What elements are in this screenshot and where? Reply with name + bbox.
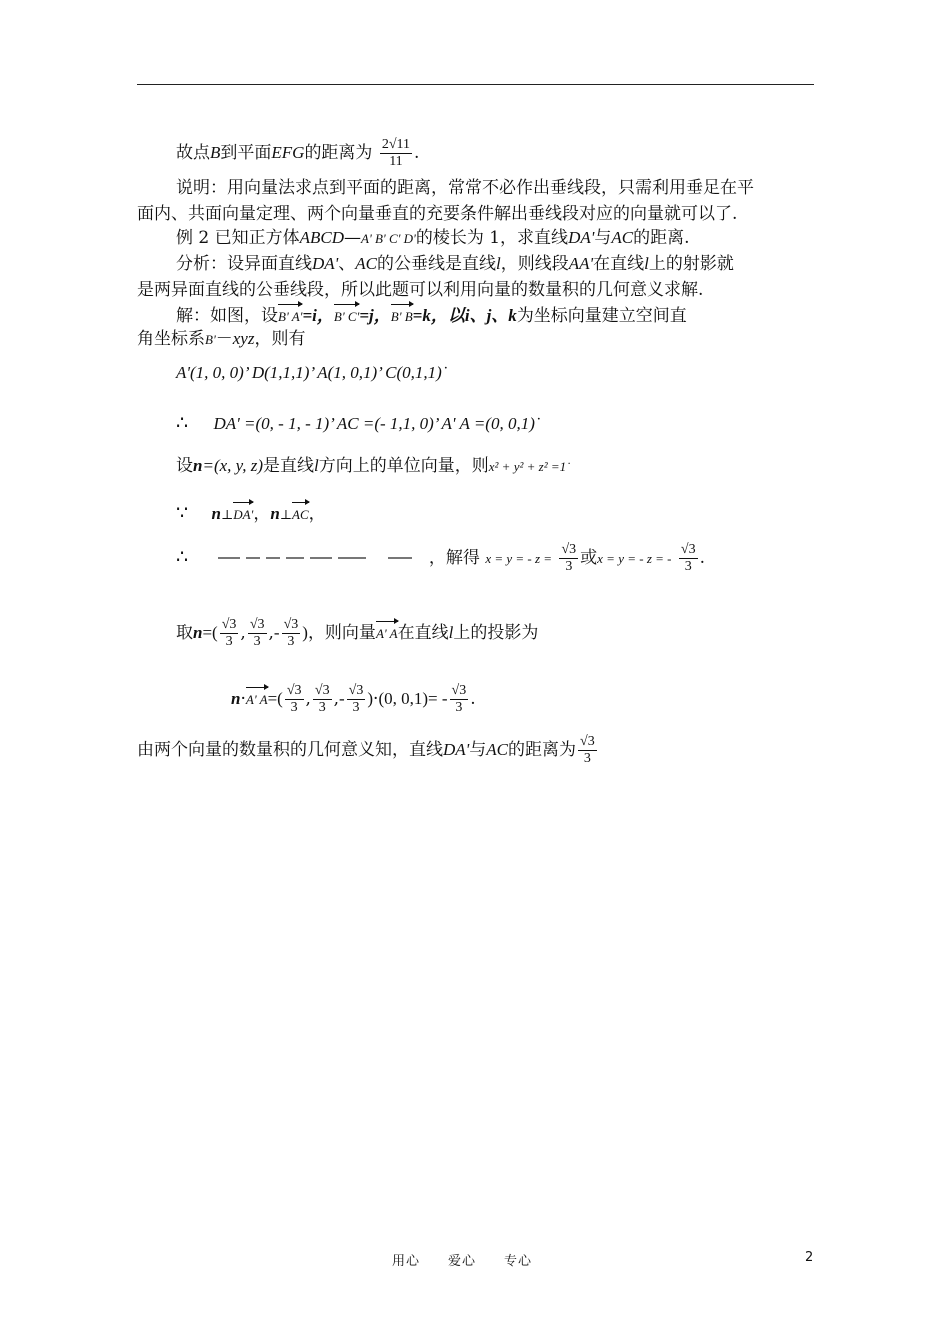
numerator: 2√11 <box>381 137 411 152</box>
perp-symbol: ⊥ <box>220 508 234 523</box>
vector-bc: B' C' <box>334 302 359 328</box>
because-symbol: ∵ <box>176 502 189 524</box>
segment-aa: AA' <box>568 254 594 273</box>
denominator: 3 <box>455 700 463 715</box>
text: 上的射影就 <box>648 254 734 274</box>
denominator: 3 <box>253 634 261 649</box>
vector-aa: A' A <box>246 685 268 711</box>
footer <box>392 1250 560 1269</box>
dot-symbol: · <box>373 689 379 709</box>
text: ，解得 <box>428 548 480 568</box>
text: 分析：设异面直线 <box>176 254 312 274</box>
solution-fraction <box>559 542 578 575</box>
line-ac: AC <box>486 740 509 759</box>
text: = - <box>428 689 448 708</box>
text: - <box>339 689 345 708</box>
vector-n: n <box>193 623 203 642</box>
analysis-line-1 <box>176 253 734 275</box>
text: 故点 <box>176 143 210 163</box>
because-line <box>176 500 326 527</box>
therefore-symbol: ∴ <box>176 546 189 568</box>
text: 在直线 <box>593 254 645 274</box>
text: ，则有 <box>254 329 306 349</box>
text: 由两个向量的数量积的几何意义知，直线 <box>137 740 443 760</box>
numerator: √3 <box>221 617 237 632</box>
text: 的棱长为 1，求直线 <box>415 228 569 248</box>
vector-ac: AC <box>292 500 309 526</box>
distance-fraction <box>380 137 412 170</box>
numerator: √3 <box>680 542 696 557</box>
vector-n: n <box>231 689 241 708</box>
numerator: √3 <box>286 683 302 698</box>
line-l: l <box>314 456 319 475</box>
line-da: DA' <box>568 228 595 247</box>
note-line-1: 说明：用向量法求点到平面的距离，常常不必作出垂线段，只需利用垂足在平 <box>176 178 754 198</box>
text: 、 <box>338 254 356 274</box>
denominator: 3 <box>225 634 233 649</box>
text: 角坐标系 <box>137 329 205 349</box>
denominator: 11 <box>389 154 403 169</box>
therefore-symbol: ∴ <box>176 412 189 434</box>
text: . <box>470 689 476 709</box>
vector-values: DA' =(0, - 1, - 1)’ AC =(- 1,1, 0)’ A' A =(0, 0,1)˙ <box>213 414 541 433</box>
point: (0, 0,1) <box>378 689 429 708</box>
dot-symbol: · <box>240 689 246 709</box>
line-ac: AC <box>355 254 378 273</box>
component-fraction <box>220 617 239 650</box>
conclusion-line <box>176 137 419 170</box>
text: =( <box>267 689 283 708</box>
page-number: 2 <box>805 1250 814 1265</box>
component-fraction <box>347 683 366 716</box>
footer-text: 用心 <box>392 1254 421 1269</box>
choose-n-line: 取n=( $\frac{√3}{3}$ , $\frac{√3}{3}$ ,- $\frac{√3}{3}$ )，则向量A' A在直线l上的投影为 <box>176 617 539 649</box>
line-l: l <box>644 254 649 273</box>
numerator: √3 <box>314 683 330 698</box>
vector-ba: B' A' <box>278 302 302 328</box>
text: 的距离. <box>633 228 690 248</box>
projection-line: n·A' A=( $\frac{√3}{3}$ , $\frac{√3}{3}$ ,- $\frac{√3}{3}$ )·(0, 0,1)= - $\frac{√3}{3}$ . <box>231 683 476 715</box>
numerator: √3 <box>561 542 577 557</box>
text: =( <box>202 623 218 642</box>
text: 上的投影为 <box>453 623 539 643</box>
point-b: B <box>210 143 221 162</box>
unit-i: =i， <box>302 306 334 325</box>
text: ) <box>302 623 308 642</box>
final-fraction <box>578 734 597 767</box>
component-fraction <box>285 683 304 716</box>
text: 的公垂线是直线 <box>377 254 497 274</box>
solution-line-1 <box>176 302 687 328</box>
origin: B' <box>205 332 216 347</box>
text: 或 <box>580 548 598 568</box>
header-rule <box>137 84 814 85</box>
line-l: l <box>496 254 501 273</box>
denominator: 3 <box>583 751 591 766</box>
vectors-line <box>176 412 541 435</box>
basis: i、j、k <box>464 306 517 325</box>
analysis-line-2: 是两异面直线的公垂线段，所以此题可以利用向量的数量积的几何意义求解. <box>137 280 704 300</box>
text: 的距离为 <box>304 143 373 163</box>
text: - <box>273 623 280 642</box>
denominator: 3 <box>318 700 326 715</box>
footer-text: 专心 <box>504 1254 533 1269</box>
line-l: l <box>448 623 454 642</box>
text: 与 <box>594 228 612 248</box>
text: 到平面 <box>220 143 272 163</box>
line-da: DA' <box>443 740 470 759</box>
vector-da: DA' <box>233 500 253 526</box>
cube-top: A' B' C' D' <box>361 231 416 246</box>
text: — <box>344 228 362 248</box>
text: ，则向量 <box>307 623 376 643</box>
text: 例 2 已知正方体 <box>176 228 300 248</box>
solve-line <box>176 542 705 575</box>
text: 解：如图，设 <box>176 306 278 326</box>
cube-base: ABCD <box>299 228 345 247</box>
component-fraction <box>282 617 301 650</box>
text: － <box>215 329 233 349</box>
final-line <box>137 734 599 767</box>
component-fraction <box>248 617 267 650</box>
text: 是直线 <box>263 456 315 476</box>
unit-vector-line <box>176 455 570 478</box>
coordinates-line: A'(1, 0, 0)’ D(1,1,1)’ A(1, 0,1)’ C(0,1,1)˙ <box>176 363 448 382</box>
text: . <box>414 143 420 163</box>
denominator: 3 <box>287 634 295 649</box>
example-line <box>176 227 690 250</box>
text: . <box>699 548 705 568</box>
text: 在直线 <box>397 623 449 643</box>
perp-symbol: ⊥ <box>279 508 293 523</box>
plane-efg: EFG <box>271 143 305 162</box>
unit-equation: x² + y² + z² =1˙ <box>488 459 571 474</box>
equation-system-image <box>214 551 424 567</box>
solution-1: x = y = - z = <box>485 551 553 566</box>
vector-n: n <box>270 504 280 523</box>
line-ac: AC <box>611 228 634 247</box>
text: 取 <box>176 623 193 643</box>
vector-bb: B' B <box>391 302 413 328</box>
text: 与 <box>469 740 487 760</box>
text: ) <box>367 689 374 708</box>
numerator: √3 <box>249 617 265 632</box>
denominator: 3 <box>684 559 692 574</box>
solution-fraction <box>679 542 698 575</box>
text: ， <box>253 504 271 524</box>
text: 方向上的单位向量，则 <box>318 456 489 476</box>
component-fraction <box>313 683 332 716</box>
text: ， <box>308 504 326 524</box>
unit-j: =j， <box>359 306 391 325</box>
denominator: 3 <box>352 700 360 715</box>
line-da: DA' <box>312 254 339 273</box>
vector-n: n <box>211 504 221 523</box>
unit-k: =k，以 <box>412 306 465 325</box>
vector-aa: A' A <box>376 619 398 645</box>
footer-text: 爱心 <box>448 1254 477 1269</box>
denominator: 3 <box>290 700 298 715</box>
vector-n: n <box>193 456 203 475</box>
numerator: √3 <box>283 617 299 632</box>
text: 设 <box>176 456 193 476</box>
result-fraction <box>450 683 469 716</box>
numerator: √3 <box>580 734 595 749</box>
text: 的距离为 <box>508 740 577 760</box>
solution-line-2 <box>137 328 305 351</box>
numerator: √3 <box>348 683 364 698</box>
axes: xyz <box>232 329 255 348</box>
solution-2: x = y = - z = - <box>597 551 672 566</box>
numerator: √3 <box>451 683 467 698</box>
text: ，则线段 <box>500 254 569 274</box>
note-line-2: 面内、共面向量定理、两个向量垂直的充要条件解出垂线段对应的向量就可以了. <box>137 204 738 224</box>
denominator: 3 <box>565 559 573 574</box>
text: 为坐标向量建立空间直 <box>516 306 687 326</box>
vector-n-def: =(x, y, z) <box>202 456 264 475</box>
